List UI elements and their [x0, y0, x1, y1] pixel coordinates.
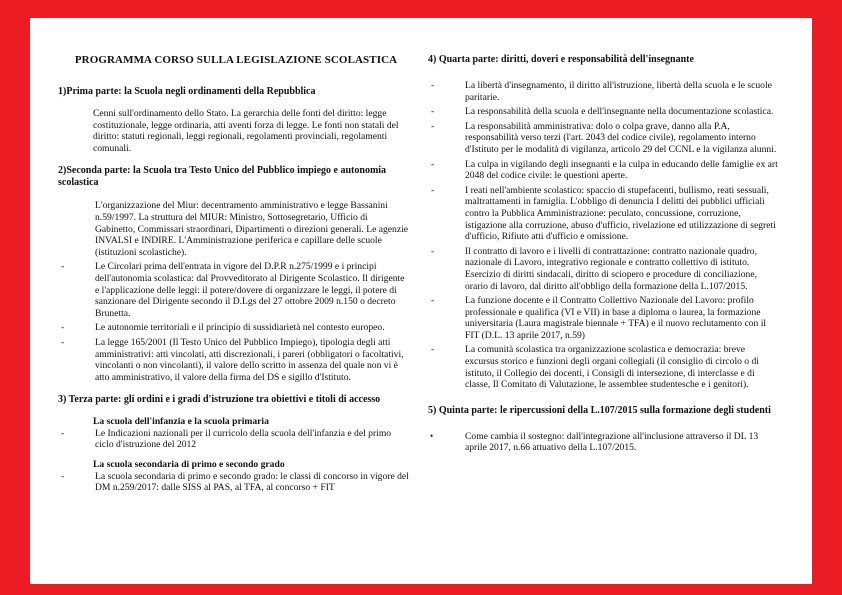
dash-marker: -	[431, 80, 435, 91]
section-2-list	[58, 200, 410, 383]
section-5-heading: 5) Quinta parte: le ripercussioni della L.107/2015 sulla formazione degli studenti	[428, 404, 771, 416]
section-4-heading: 4) Quarta parte: diritti, doveri e responsabilità dell'insegnante	[428, 54, 694, 65]
document-title: PROGRAMMA CORSO SULLA LEGISLAZIONE SCOLASTICA	[74, 54, 398, 66]
right-column	[428, 54, 778, 457]
list-item: - La responsabilità della scuola e dell'insegnante nella documentazione scolastica.	[431, 106, 774, 118]
list-item: • Come cambia il sostegno: dall'integrazione all'inclusione attraverso il DL 13 aprile 2017, n.66 attuativo della L.107/2015.	[430, 430, 759, 454]
dash-marker: -	[431, 184, 435, 196]
list-item: - La legge 165/2001 (Il Testo Unico del Pubblico Impiego), tipologia degli atti amministrativi: atti vincolati, atti discrezionali, i pareri (obbligatori o facoltativi, vincolanti o non vincolanti), il valore dello scritto in assenza del quale non vi è atto amministrativo, il valore della firma del DS e sigillo d'Istituto.	[61, 336, 404, 383]
dash-marker: -	[61, 427, 65, 439]
dash-marker: -	[431, 106, 435, 118]
section-1-text: Cenni sull'ordinamento dello Stato. La gerarchia delle fonti del diritto: legge costituzionale, legge ordinaria, atti aventi forza di legge. Le fonti non statali del diritto: statuti regionali, leggi regionali, regolamenti provinciali, regolamenti comunali.	[93, 108, 399, 154]
list-item: - La comunità scolastica tra organizzazione scolastica e democrazia: breve excursus storico e funzioni degli organi collegiali (il consiglio di circolo o di istituto, il Collegio dei docenti, i Consigli di intersezione, di interclasse e di classe, Il Comitato di Valutazione, le assemblee studentesche e i genitori).	[431, 344, 759, 391]
section-3-heading: 3) Terza parte: gli ordini e i gradi d'istruzione tra obiettivi e titoli di accesso	[58, 394, 381, 406]
dash-marker: -	[431, 295, 435, 307]
list-item: - Le autonomie territoriali e il principio di sussidiarietà nel contesto europeo.	[61, 322, 385, 334]
list-item: - La funzione docente e il Contratto Collettivo Nazionale del Lavoro: profilo professionale e qualifica (VI e VII) in base a diploma o laurea, la formazione universitaria (Laura magistrale biennale + TFA) e il nuovo reclutamento con il FIT (D.L. 13 aprile 2017, n.59)	[431, 295, 767, 341]
dash-marker: -	[61, 470, 65, 482]
left-column	[58, 86, 410, 497]
dash-marker: -	[431, 120, 435, 132]
list-item: L'organizzazione del Miur: decentramento amministrativo e legge Bassanini n.59/1997. La struttura del MIUR: Ministro, Sottosegretario, Ufficio di Gabinetto, Commissari straordinari, Dipartimenti o direzioni generali. Le agenzie INVALSI e INDIRE. L'Amministrazione periferica e capillare delle scuole (istituzioni scolastiche).	[95, 200, 409, 258]
list-item: - I reati nell'ambiente scolastico: spaccio di stupefacenti, bullismo, reati sessuali, maltrattamenti in famiglia. L'obbligo di denuncia I delitti dei pubblici ufficiali contro la Pubblica Amministrazione: peculato, concussione, corruzione, istigazione alla corruzione, abuso d'ufficio, rivelazione ed utilizzazione di segreti d'ufficio, Rifiuto atti d'ufficio e omissione.	[431, 184, 776, 243]
list-item: - Il contratto di lavoro e i livelli di contrattazione: contratto nazionale quadro, nazionale di Lavoro, integrativo regionale e contratto collettivo di istituto. Esercizio di diritti sindacali, diritto di sciopero e procedure di conciliazione, orario di lavoro, dal diritto all'obbligo della formazione della L.107/2015.	[431, 245, 757, 292]
section-3-subheading-1: La scuola dell'infanzia e la scuola primaria	[93, 416, 269, 428]
section-3-list-1	[58, 428, 410, 451]
section-1-heading: 1)Prima parte: la Scuola negli ordinamenti della Repubblica	[58, 86, 316, 97]
section-5-list	[428, 431, 778, 454]
dash-marker: -	[431, 158, 435, 170]
dash-marker: -	[61, 322, 65, 334]
document-page	[30, 18, 812, 584]
section-2-heading: 2)Seconda parte: la Scuola tra Testo Unico del Pubblico impiego e autonomia scolastica	[58, 165, 387, 189]
dash-marker: -	[61, 261, 65, 273]
section-3-subheading-2: La scuola secondaria di primo e secondo grado	[93, 459, 285, 471]
dash-marker: -	[431, 344, 435, 356]
list-item: - La responsabilità amministrativa: dolo o colpa grave, danno alla P.A, responsabilità verso terzi (l'art. 2043 del codice civile), regolamento interno d'Istituto per le modalità di vigilanza, articolo 29 del CCNL e la vigilanza alunni.	[431, 120, 777, 155]
dash-marker: -	[61, 336, 65, 348]
list-item: - Le Circolari prima dell'entrata in vigore del D.P.R n.275/1999 e i principi dell'autonomia scolastica: dal Provveditorato al Dirigente Scolastico. Il dirigente e l'applicazione delle leggi: il potere/dovere di organizzare le leggi, il potere di sanzionare del Dirigente secondo il D.Lgs del 27 ottobre 2009 n.150 o decreto Brunetta.	[61, 261, 405, 319]
section-4-list	[428, 80, 778, 391]
dash-marker: -	[431, 245, 435, 257]
bullet-marker: •	[430, 430, 434, 441]
section-3-list-2	[58, 471, 410, 494]
list-item: - La libertà d'insegnamento, il diritto all'istruzione, libertà della scuola e le scuole paritarie.	[431, 80, 772, 103]
list-item: - La scuola secondaria di primo e secondo grado: le classi di concorso in vigore del DM n.259/2017: dalle SISS al PAS, al TFA, al concorso + FIT	[61, 470, 409, 494]
list-item: - La culpa in vigilando degli insegnanti e la culpa in educando delle famiglie ex art 2048 del codice civile: le questioni aperte.	[431, 158, 778, 182]
list-item: - Le Indicazioni nazionali per il curricolo della scuola dell'infanzia e del primo ciclo d'istruzione del 2012	[61, 427, 392, 451]
